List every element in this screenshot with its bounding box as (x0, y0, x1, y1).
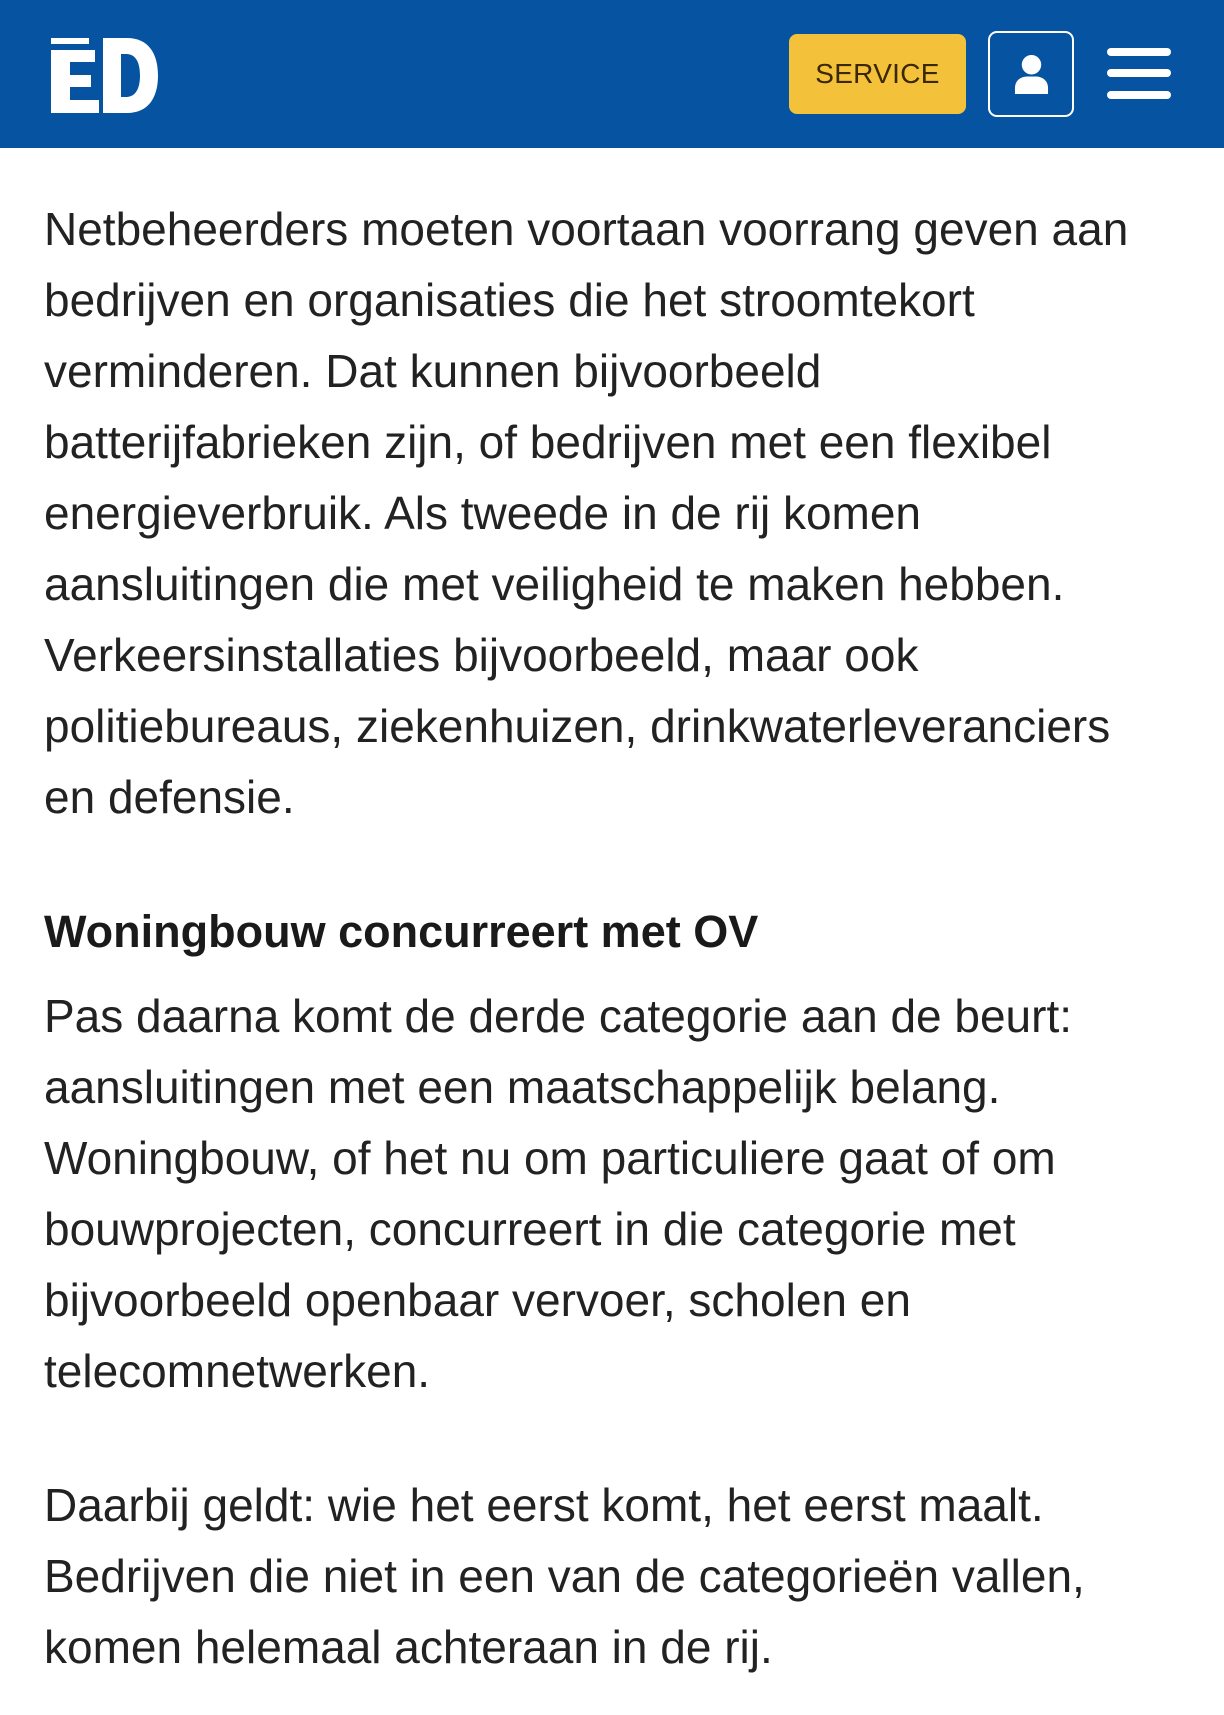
menu-bar (1107, 69, 1171, 77)
article-paragraph (44, 981, 1194, 1407)
paragraph-line: Verkeersinstallaties bijvoorbeeld, maar ook (44, 629, 919, 681)
paragraph-line: verminderen. Dat kunnen bijvoorbeeld (44, 345, 822, 397)
paragraph-line: Woningbouw, of het nu om particuliere gaat of om (44, 1132, 1056, 1184)
paragraph-line: batterijfabrieken zijn, of bedrijven met een flexibel (44, 416, 1052, 468)
paragraph-line: Daarbij geldt: wie het eerst komt, het eerst maalt. (44, 1479, 1044, 1531)
site-header (0, 0, 1224, 148)
ed-logo[interactable] (51, 38, 158, 113)
hamburger-menu-icon[interactable] (1107, 44, 1171, 103)
paragraph-line: aansluitingen die met veiligheid te maken hebben. (44, 558, 1065, 610)
paragraph-line: bijvoorbeeld openbaar vervoer, scholen en (44, 1274, 911, 1326)
service-button[interactable] (789, 34, 966, 114)
paragraph-line: Pas daarna komt de derde categorie aan de beurt: (44, 990, 1073, 1042)
service-button-label: SERVICE (815, 58, 940, 89)
section-heading: Woningbouw concurreert met OV (44, 906, 759, 957)
account-button[interactable] (988, 31, 1074, 117)
paragraph-line: en defensie. (44, 771, 295, 823)
article-paragraph (44, 194, 1194, 833)
paragraph-line: bouwprojecten, concurreert in die categorie met (44, 1203, 1016, 1255)
paragraph-line: Netbeheerders moeten voortaan voorrang geven aan (44, 203, 1129, 255)
ed-logo-icon (51, 38, 158, 113)
menu-bar (1107, 91, 1171, 99)
paragraph-line: bedrijven en organisaties die het stroomtekort (44, 274, 975, 326)
paragraph-line: komen helemaal achteraan in de rij. (44, 1621, 773, 1673)
article-body (44, 194, 1194, 1683)
user-icon (1014, 55, 1049, 94)
paragraph-line: telecomnetwerken. (44, 1345, 431, 1397)
paragraph-line: politiebureaus, ziekenhuizen, drinkwaterleveranciers (44, 700, 1111, 752)
menu-bar (1107, 48, 1171, 56)
article-paragraph (44, 1470, 1194, 1683)
paragraph-line: Bedrijven die niet in een van de categorieën vallen, (44, 1550, 1085, 1602)
paragraph-line: aansluitingen met een maatschappelijk belang. (44, 1061, 1001, 1113)
paragraph-line: energieverbruik. Als tweede in de rij komen (44, 487, 922, 539)
